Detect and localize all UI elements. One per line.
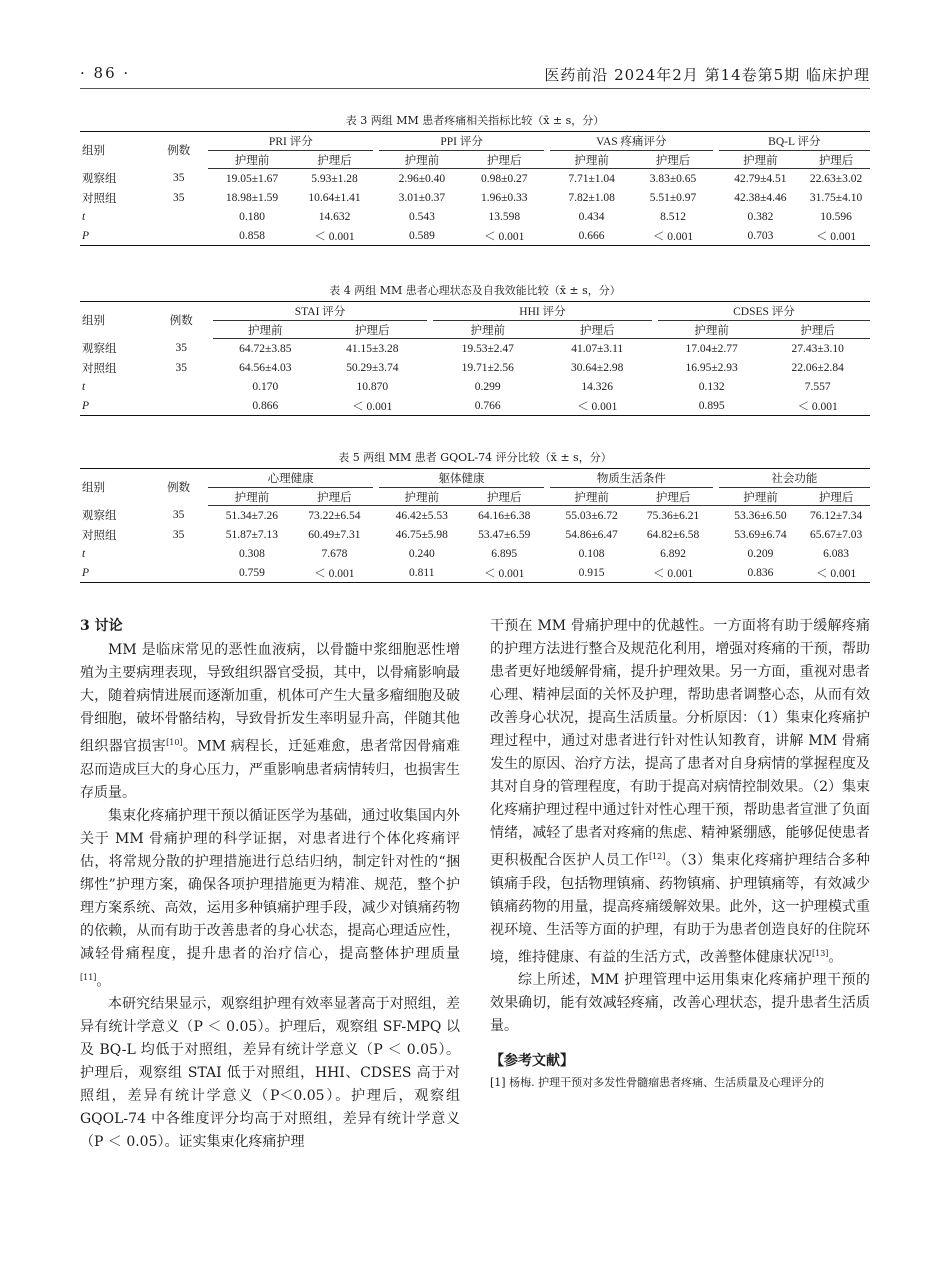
table-cell: 5.51±0.97 (649, 191, 697, 204)
table-cell: 35 (175, 361, 188, 374)
paragraph: 本研究结果显示，观察组护理有效率显著高于对照组，差异有统计学意义（P ＜ 0.05）。护理后，观察组 SF-MPQ 以及 BQ-L 均低于对照组，差异有统计学意义（P ＜ 0.05）。护理后，观察组 STAI 低于对照组，HHI、CDSES 高于对照组，差异有统计学意义（P＜0.05）。护理后，观察组 GQOL-74 中各维度评分均高于对照组，差异有统计学意义（P ＜ 0.05）。证实集束化疼痛护理 (80, 996, 460, 1151)
table-cell: 0.180 (239, 210, 265, 223)
table-cell: 0.434 (578, 210, 605, 223)
group-header: VAS 疼痛评分 (550, 132, 713, 151)
row-label: 对照组 (82, 362, 117, 375)
table-cell: 54.86±6.47 (565, 528, 618, 541)
table-cell: 3.01±0.37 (398, 191, 446, 204)
table-cell: 5.93±1.28 (311, 172, 358, 185)
table-cell: 41.15±3.28 (346, 342, 399, 355)
row-label: t (82, 380, 86, 393)
row-label: 观察组 (82, 510, 117, 523)
sub-header-after: 护理后 (296, 151, 374, 169)
citation: [12] (648, 852, 666, 861)
table-cell (149, 563, 208, 583)
table3 (80, 131, 870, 246)
table-cell: 30.64±2.98 (571, 361, 624, 374)
citation: [11] (80, 972, 97, 982)
table-cell: 35 (172, 172, 185, 185)
paragraph: 干预在 MM 骨痛护理中的优越性。一方面将有助于缓解疼痛的护理方法进行整合及规范化利用，增强对疼痛的干预，帮助患者更好地缓解骨痛，提升护理效果。另一方面，重视对患者心理、精神层面的关怀及护理，帮助患者调整心态，从而有效改善身心状况，提高生活质量。分析原因：（1）集束化疼痛护理过程中，通过对患者进行针对性认知教育，讲解 MM 骨痛发生的原因、治疗方法，提高了患者对自身病情的掌握程度及其对自身的管理程度，有助于提高对病情控制效果。（2）集束化疼痛护理过程中通过针对性心理干预，帮助患者宣泄了负面情绪，减轻了患者对疼痛的焦虑、精神紧绷感，能够促使患者更积极配合医护人员工作[12]。（3）集束化疼痛护理结合多种镇痛手段，包括物理镇痛、药物镇痛、护理镇痛等，有效减少镇痛药物的用量，提高疼痛缓解效果。此外，这一护理模式重视环境、生活等方面的护理，有助于为患者创造良好的住院环境，维持健康、有益的生活方式，改善整体健康状况[13]。 (490, 618, 870, 966)
table-cell: 51.34±7.26 (225, 509, 279, 522)
sub-header-before: 护理前 (719, 488, 802, 506)
row-label: P (80, 563, 149, 583)
group-header: HHI 评分 (433, 302, 652, 321)
paragraph: 集束化疼痛护理干预以循证医学为基础，通过收集国内外关于 MM 骨痛护理的科学证据，对患者进行个体化疼痛评估，将常规分散的护理措施进行总结归纳，制定针对性的“捆绑性”护理方案，确保各项护理措施更为精准、规范，整个护理方案系统、高效，运用多种镇痛护理手段，减少对镇痛药物的依赖，从而有助于改善患者的身心状态，提高心理适应性，减轻骨痛程度，提升患者的治疗信心，提高整体护理质量[11]。 (80, 807, 460, 990)
group-header: 物质生活条件 (550, 469, 713, 488)
table-row (80, 377, 870, 396)
table-cell: 7.71±1.04 (568, 172, 615, 185)
table-cell: 1.96±0.33 (481, 191, 528, 204)
table-cell: 53.47±6.59 (478, 528, 531, 541)
section-heading: 3 讨论 (80, 618, 123, 634)
table-row (80, 226, 870, 246)
page-header (80, 60, 870, 89)
table-row (80, 188, 870, 207)
table-cell (150, 396, 214, 416)
col-group-header: 组别 (80, 132, 149, 169)
table-cell: 0.543 (408, 210, 435, 223)
row-label: 对照组 (82, 192, 117, 205)
table-cell: 0.895 (658, 396, 766, 416)
sub-header-after: 护理后 (465, 151, 544, 169)
table-cell: 41.07±3.11 (571, 342, 624, 355)
row-label: P (80, 396, 150, 416)
table-cell: 46.75±5.98 (395, 528, 448, 541)
table-cell (149, 207, 208, 226)
table-cell: 35 (172, 509, 185, 522)
table-cell: 6.892 (660, 547, 687, 560)
table4 (80, 301, 870, 416)
table-cell: 75.36±6.21 (646, 509, 700, 522)
table-cell: ＜ 0.001 (633, 226, 712, 246)
table-cell: 65.67±7.03 (809, 528, 863, 541)
table-cell (149, 544, 208, 563)
table-row (80, 358, 870, 377)
col-n-header: 例数 (149, 132, 208, 169)
col-n-header: 例数 (150, 302, 214, 339)
sub-header-after: 护理后 (765, 321, 870, 339)
table-cell: 7.557 (804, 380, 831, 393)
col-group-header: 组别 (80, 469, 149, 506)
table-cell: 0.666 (550, 226, 633, 246)
table-cell: 14.326 (581, 380, 614, 393)
row-label: 观察组 (82, 173, 117, 186)
group-header: STAI 评分 (213, 302, 427, 321)
table-cell: 0.866 (213, 396, 318, 416)
table-cell: 6.083 (823, 547, 850, 560)
sub-header-before: 护理前 (433, 321, 542, 339)
table-cell: 0.170 (252, 380, 279, 393)
table4-caption: 表 4 两组 MM 患者心理状态及自我效能比较（x̄ ± s，分） (329, 284, 621, 297)
page-number: · 86 · (80, 64, 131, 82)
table-cell: 31.75±4.10 (809, 191, 863, 204)
group-header: 社会功能 (719, 469, 870, 488)
table-cell: 6.895 (491, 547, 518, 560)
table-cell: 2.96±0.40 (398, 172, 446, 185)
table-cell: 13.598 (488, 210, 521, 223)
table-cell: 64.72±3.85 (239, 342, 292, 355)
table-cell: 0.308 (238, 547, 265, 560)
table-cell: 53.36±6.50 (734, 509, 787, 522)
table-row (80, 506, 870, 526)
table-cell: ＜ 0.001 (465, 226, 544, 246)
table-cell: 0.766 (433, 396, 542, 416)
table-cell: 51.87±7.13 (225, 528, 279, 541)
table-cell: 10.596 (820, 210, 852, 223)
sub-header-after: 护理后 (633, 488, 713, 506)
table-cell: 35 (172, 191, 185, 204)
left-column (80, 615, 460, 1154)
table-cell: 73.22±6.54 (308, 509, 361, 522)
table-cell: 0.836 (719, 563, 802, 583)
table-cell: 0.589 (379, 226, 464, 246)
row-label: P (80, 226, 149, 246)
table-cell: 0.858 (208, 226, 295, 246)
table-cell: 22.63±3.02 (809, 172, 863, 185)
group-header: 心理健康 (208, 469, 373, 488)
sub-header-after: 护理后 (296, 488, 374, 506)
table5 (80, 468, 870, 583)
table-cell: 19.53±2.47 (461, 342, 514, 355)
reference-item: [1] 杨梅. 护理干预对多发性骨髓瘤患者疼痛、生活质量及心理评分的 (490, 1076, 825, 1090)
right-column (490, 615, 870, 1092)
sub-header-before: 护理前 (379, 488, 464, 506)
sub-header-after: 护理后 (464, 488, 544, 506)
sub-header-before: 护理前 (208, 151, 295, 169)
table3-caption: 表 3 两组 MM 患者疼痛相关指标比较（x̄ ± s，分） (345, 114, 605, 127)
table-cell: 3.83±0.65 (649, 172, 697, 185)
row-label: t (82, 210, 86, 223)
table-row (80, 563, 870, 583)
table-cell: 0.240 (408, 547, 435, 560)
sub-header-before: 护理前 (379, 151, 464, 169)
table-cell: 19.71±2.56 (461, 361, 514, 374)
table-cell: 0.299 (474, 380, 501, 393)
group-header: BQ-L 评分 (719, 132, 870, 151)
table-cell (149, 226, 208, 246)
sub-header-after: 护理后 (802, 151, 870, 169)
table-cell: ＜ 0.001 (318, 396, 427, 416)
table-cell: 64.16±6.38 (478, 509, 531, 522)
sub-header-before: 护理前 (550, 151, 633, 169)
table-row (80, 544, 870, 563)
table-cell: 8.512 (660, 210, 686, 223)
table-cell: 64.82±6.58 (646, 528, 700, 541)
table-cell: ＜ 0.001 (296, 226, 374, 246)
col-group-header: 组别 (80, 302, 150, 339)
group-header: 躯体健康 (379, 469, 544, 488)
table-cell: 0.98±0.27 (481, 172, 528, 185)
table-cell: 18.98±1.59 (225, 191, 279, 204)
sub-header-after: 护理后 (318, 321, 427, 339)
table-cell: ＜ 0.001 (633, 563, 713, 583)
table-cell: ＜ 0.001 (296, 563, 374, 583)
table-cell: 16.95±2.93 (685, 361, 738, 374)
table5-caption: 表 5 两组 MM 患者 GQOL-74 评分比较（x̄ ± s，分） (338, 451, 612, 464)
table-cell: ＜ 0.001 (464, 563, 544, 583)
sub-header-before: 护理前 (213, 321, 318, 339)
table-row (80, 525, 870, 544)
table-cell: 22.06±2.84 (791, 361, 844, 374)
table-cell (150, 377, 214, 396)
row-label: 观察组 (82, 343, 117, 356)
table-cell: ＜ 0.001 (802, 563, 870, 583)
table-cell: 60.49±7.31 (308, 528, 361, 541)
table-cell: 14.632 (318, 210, 351, 223)
table-row (80, 339, 870, 359)
table-cell: 46.42±5.53 (395, 509, 448, 522)
table-cell: 7.82±1.08 (568, 191, 615, 204)
table-cell: 0.132 (698, 380, 725, 393)
citation: [13] (812, 948, 829, 958)
table-row (80, 207, 870, 226)
table-cell: 10.870 (356, 380, 389, 393)
references-heading: 【参考文献】 (490, 1053, 574, 1070)
table-cell: 10.64±1.41 (308, 191, 361, 204)
table-cell: 0.108 (578, 547, 605, 560)
table-cell: ＜ 0.001 (542, 396, 651, 416)
table-cell: 53.69±6.74 (734, 528, 787, 541)
table-cell: 76.12±7.34 (809, 509, 863, 522)
group-header: PRI 评分 (208, 132, 373, 151)
paragraph: 综上所述，MM 护理管理中运用集束化疼痛护理干预的效果确切，能有效减轻疼痛，改善心理状态，提升患者生活质量。 (490, 972, 870, 1035)
sub-header-before: 护理前 (658, 321, 766, 339)
table-cell: 7.678 (321, 547, 348, 560)
table-cell: 35 (175, 342, 188, 355)
group-header: CDSES 评分 (658, 302, 870, 321)
table-cell: ＜ 0.001 (802, 226, 870, 246)
journal-running-head: 医药前沿 2024年2月 第14卷第5期 临床护理 (544, 66, 870, 84)
table-cell: 27.43±3.10 (791, 342, 844, 355)
table-cell: 0.759 (208, 563, 295, 583)
table-cell: 0.915 (550, 563, 633, 583)
table-cell: 0.209 (747, 547, 774, 560)
row-label: t (82, 547, 86, 560)
sub-header-after: 护理后 (633, 151, 712, 169)
citation: [10] (166, 738, 183, 747)
sub-header-before: 护理前 (208, 488, 295, 506)
sub-header-before: 护理前 (550, 488, 633, 506)
table-cell: 50.29±3.74 (346, 361, 399, 374)
table-row (80, 169, 870, 189)
sub-header-before: 护理前 (719, 151, 802, 169)
table-cell: 0.811 (379, 563, 464, 583)
table-cell: 19.05±1.67 (225, 172, 279, 185)
table-cell: 42.38±4.46 (734, 191, 787, 204)
table-cell: 35 (172, 528, 185, 541)
table-cell: ＜ 0.001 (765, 396, 870, 416)
sub-header-after: 护理后 (802, 488, 870, 506)
table-cell: 42.79±4.51 (734, 172, 787, 185)
table-cell: 17.04±2.77 (685, 342, 738, 355)
table-row (80, 396, 870, 416)
table-cell: 0.703 (719, 226, 802, 246)
table-cell: 0.382 (747, 210, 774, 223)
sub-header-after: 护理后 (542, 321, 651, 339)
paragraph: MM 是临床常见的恶性血液病，以骨髓中浆细胞恶性增殖为主要病理表现，导致组织器官受损，其中，以骨痛影响最大，随着病情进展而逐渐加重，机体可产生大量多瘤细胞及破骨细胞，破坏骨骼结构，导致骨折发生率明显升高，伴随其他组织器官损害[10]。MM 病程长，迁延难愈，患者常因骨痛难忍而造成巨大的身心压力，严重影响患者病情转归，也损害生存质量。 (80, 642, 461, 801)
group-header: PPI 评分 (379, 132, 544, 151)
table-cell: 64.56±4.03 (239, 361, 292, 374)
col-n-header: 例数 (149, 469, 208, 506)
row-label: 对照组 (82, 529, 117, 542)
table-cell: 55.03±6.72 (565, 509, 618, 522)
